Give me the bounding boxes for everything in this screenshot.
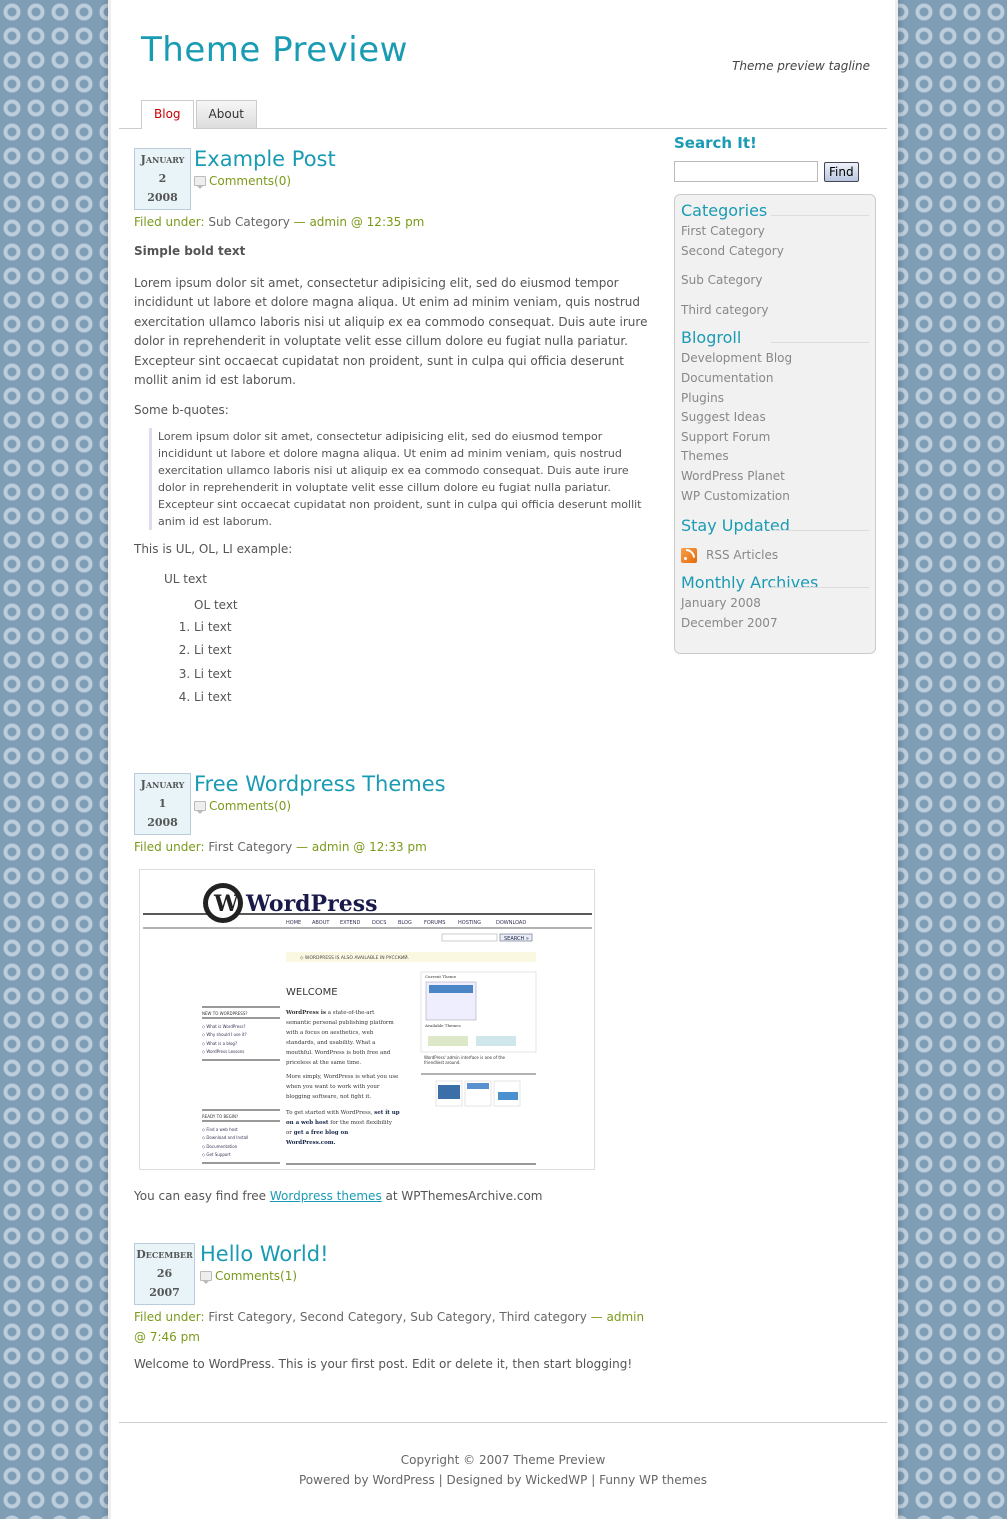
funny-wp-themes-link[interactable]: Funny WP themes: [599, 1473, 707, 1487]
comment-bubble-icon: [194, 801, 206, 811]
comments-link[interactable]: [200, 1269, 329, 1283]
comments-label: Comments(0): [209, 174, 292, 188]
rss-link[interactable]: [681, 547, 869, 563]
copyright-text: Copyright © 2007 Theme Preview: [400, 1453, 606, 1467]
svg-text:on a web host for the most fle: on a web host for the most flexibility: [286, 1120, 392, 1126]
sidebar: [674, 134, 876, 654]
blogroll-heading: Blogroll: [681, 328, 869, 349]
svg-text:DOCS: DOCS: [372, 920, 387, 926]
svg-text:Available Themes: Available Themes: [425, 1023, 461, 1028]
date-month: December: [136, 1248, 193, 1261]
svg-text:◇ Documentation: ◇ Documentation: [202, 1144, 238, 1149]
date-month: January: [140, 778, 185, 791]
svg-text:DOWNLOAD: DOWNLOAD: [496, 920, 527, 926]
category-links[interactable]: First Category, Second Category, Sub Category, Third category: [208, 1310, 587, 1324]
post-meta: [134, 1307, 654, 1347]
blogroll-documentation[interactable]: Documentation: [681, 370, 774, 385]
svg-text:◇ What is WordPress?: ◇ What is WordPress?: [202, 1024, 246, 1029]
category-link[interactable]: Sub Category: [208, 215, 290, 229]
rss-icon: [681, 548, 697, 563]
svg-text:◇ What is a blog?: ◇ What is a blog?: [202, 1041, 238, 1046]
site-tagline: Theme preview tagline: [732, 59, 870, 73]
date-day: 26: [156, 1267, 173, 1280]
text-before-link: You can easy find free: [134, 1189, 270, 1203]
search-title: Search It!: [674, 134, 757, 152]
svg-text:standards, and usability. What: standards, and usability. What a: [286, 1040, 376, 1046]
date-year: 2008: [147, 816, 178, 829]
post-paragraph: Welcome to WordPress. This is your first post. Edit or delete it, then start blogging!: [134, 1357, 633, 1371]
ordered-list: [194, 616, 654, 710]
category-first[interactable]: First Category: [681, 224, 765, 238]
archive-january-2008[interactable]: January 2008: [681, 596, 761, 611]
text-after-link: at WPThemesArchive.com: [381, 1189, 543, 1203]
date-month: January: [140, 153, 185, 166]
wordpress-screenshot-image: [139, 869, 595, 1170]
post-example: [134, 148, 654, 710]
comment-bubble-icon: [194, 176, 206, 186]
main-nav: [141, 100, 257, 129]
ol-text: OL text: [194, 597, 238, 612]
comments-label: Comments(0): [209, 799, 292, 813]
date-day: 1: [158, 797, 167, 810]
page-container: [108, 0, 898, 1519]
footer-separator: |: [587, 1473, 600, 1487]
comments-link[interactable]: [194, 799, 446, 813]
post-title[interactable]: Hello World!: [200, 1242, 329, 1266]
powered-by-link[interactable]: Powered by WordPress: [299, 1473, 435, 1487]
svg-text:◇ WordPress Lessons: ◇ WordPress Lessons: [202, 1049, 245, 1054]
svg-text:WordPress: WordPress: [246, 891, 378, 917]
filed-label: Filed under:: [134, 215, 205, 229]
post-byline: — admin @ 12:33 pm: [296, 840, 427, 854]
footer-links: [111, 1470, 895, 1490]
date-year: 2008: [147, 191, 178, 204]
date-badge: [134, 773, 191, 835]
svg-text:EXTEND: EXTEND: [340, 920, 361, 926]
rss-label: RSS Articles: [706, 548, 779, 563]
ul-text: UL text: [164, 571, 207, 586]
svg-text:WELCOME: WELCOME: [286, 987, 338, 998]
post-meta: [134, 837, 654, 857]
date-day: 2: [158, 172, 167, 185]
filed-label: Filed under:: [134, 1310, 205, 1324]
svg-text:NEW TO WORDPRESS?: NEW TO WORDPRESS?: [202, 1011, 248, 1016]
wordpress-themes-link[interactable]: Wordpress themes: [269, 1189, 382, 1203]
svg-text:SEARCH »: SEARCH »: [504, 936, 529, 942]
svg-text:WordPress.com.: WordPress.com.: [286, 1140, 336, 1146]
post-paragraph: [134, 1187, 654, 1207]
svg-text:with a focus on aesthetics, we: with a focus on aesthetics, web: [286, 1030, 374, 1036]
stay-updated-heading: Stay Updated: [681, 516, 869, 537]
comment-bubble-icon: [200, 1271, 212, 1281]
date-badge: [134, 1243, 195, 1305]
svg-text:To get started with WordPress,: To get started with WordPress, set it up: [286, 1110, 400, 1116]
post-free-themes: [134, 773, 654, 1207]
svg-text:◇ WORDPRESS IS ALSO AVAILABLE: ◇ WORDPRESS IS ALSO AVAILABLE IN РУССКИЙ.: [300, 956, 410, 961]
post-title[interactable]: Example Post: [194, 147, 336, 171]
svg-text:FORUMS: FORUMS: [424, 920, 446, 926]
archives-heading: Monthly Archives: [681, 573, 869, 594]
post-hello-world: [134, 1243, 654, 1375]
blogroll-support-forum[interactable]: Support Forum: [681, 429, 771, 444]
blogroll-development-blog[interactable]: Development Blog: [681, 351, 793, 366]
svg-text:ABOUT: ABOUT: [312, 920, 330, 926]
date-year: 2007: [149, 1286, 180, 1299]
svg-text:semantic personal publishing p: semantic personal publishing platform: [286, 1020, 394, 1026]
svg-text:when you want to work with you: when you want to work with your: [286, 1084, 380, 1090]
svg-text:WordPress' admin interface is: WordPress' admin interface is one of the: [424, 1055, 505, 1060]
svg-text:HOME: HOME: [286, 920, 302, 926]
svg-text:W: W: [214, 891, 239, 917]
tab-blog[interactable]: Blog: [141, 100, 194, 129]
blockquote: Lorem ipsum dolor sit amet, consectetur adipisicing elit, sed do eiusmod tempor incididunt ut labore et dolore magna aliqua. Ut enim ad minim veniam, quis nostrud exercitation ullamco laboris nisi ut aliquip ex ea commodo consequat. Duis aute irure dolor in reprehenderit in voluptate velit esse cillum dolore eu fugiat nulla pariatur. Excepteur sint occaecat cupidatat non proident, sunt in culpa qui officia deserunt mollit anim id est laborum.: [149, 428, 654, 530]
list-item: 1. Li text: [194, 616, 654, 640]
svg-text:BLOG: BLOG: [398, 920, 412, 926]
category-sub[interactable]: Sub Category: [681, 273, 763, 288]
blogroll-wordpress-planet[interactable]: WordPress Planet: [681, 468, 785, 483]
svg-text:blogging software, not fight i: blogging software, not fight it.: [286, 1094, 372, 1100]
designed-by-link[interactable]: Designed by WickedWP: [446, 1473, 588, 1487]
svg-text:More simply, WordPress is what: More simply, WordPress is what you use: [286, 1074, 399, 1080]
search-input[interactable]: [674, 161, 818, 182]
category-third[interactable]: Third category: [681, 302, 769, 317]
list-item: 4. Li text: [194, 686, 654, 710]
categories-heading: Categories: [681, 201, 869, 222]
list-intro: This is UL, OL, LI example:: [134, 542, 293, 556]
footer-separator: |: [434, 1473, 447, 1487]
nav-divider: [119, 128, 887, 129]
tab-about[interactable]: About: [196, 100, 257, 129]
post-byline: — admin @ 7:46 pm: [134, 1310, 645, 1344]
post-meta: [134, 212, 654, 232]
sidebar-widgets: [674, 194, 876, 654]
comments-label: Comments(1): [215, 1269, 298, 1283]
footer: [111, 1450, 895, 1490]
svg-text:◇ Find a web host: ◇ Find a web host: [202, 1127, 238, 1132]
post-paragraph: Lorem ipsum dolor sit amet, consectetur adipisicing elit, sed do eiusmod tempor incididunt ut labore et dolore magna aliqua. Ut enim ad minim veniam, quis nostrud exercitation ullamco laboris nisi ut aliquip ex ea commodo consequat. Duis aute irure dolor in reprehenderit in voluptate velit esse cillum dolore eu fugiat nulla pariatur. Excepteur sint occaecat cupidatat non proident, sunt in culpa qui officia deserunt mollit anim id est laborum.: [134, 275, 648, 387]
blogroll-themes[interactable]: Themes: [681, 449, 729, 464]
blogroll-plugins[interactable]: Plugins: [681, 390, 724, 405]
svg-text:◇ Why should I use it?: ◇ Why should I use it?: [202, 1032, 247, 1037]
list-item: 2. Li text: [194, 639, 654, 663]
category-link[interactable]: First Category: [208, 840, 293, 854]
bold-text: Simple bold text: [134, 244, 246, 258]
filed-label: Filed under:: [134, 840, 205, 854]
site-title[interactable]: Theme Preview: [141, 30, 408, 70]
find-button[interactable]: Find: [824, 162, 859, 182]
category-second[interactable]: Second Category: [681, 243, 784, 258]
svg-text:priceless at the same time.: priceless at the same time.: [286, 1060, 362, 1066]
search-form: [674, 161, 876, 182]
svg-text:◇ Download and Install: ◇ Download and Install: [202, 1135, 249, 1140]
list-item: 3. Li text: [194, 663, 654, 687]
svg-text:friendliest around.: friendliest around.: [424, 1060, 461, 1065]
svg-text:or get a free blog on: or get a free blog on: [286, 1130, 349, 1136]
blogroll-suggest-ideas[interactable]: Suggest Ideas: [681, 410, 766, 425]
svg-text:Current Theme: Current Theme: [425, 974, 457, 979]
svg-text:mouthful. WordPress is both fr: mouthful. WordPress is both free and: [286, 1050, 391, 1056]
archive-december-2007[interactable]: December 2007: [681, 615, 778, 630]
svg-text:◇ Get Support: ◇ Get Support: [202, 1152, 231, 1157]
svg-text:READY TO BEGIN?: READY TO BEGIN?: [202, 1114, 239, 1119]
svg-text:WordPress is a state-of-the-ar: WordPress is a state-of-the-art: [286, 1010, 375, 1016]
comments-link[interactable]: [194, 174, 336, 188]
footer-divider: [119, 1422, 887, 1423]
post-byline: — admin @ 12:35 pm: [293, 215, 425, 229]
post-title[interactable]: Free Wordpress Themes: [194, 772, 446, 796]
blogroll-wp-customization[interactable]: WP Customization: [681, 488, 790, 503]
bquote-intro: Some b-quotes:: [134, 402, 229, 417]
content-column: [134, 147, 654, 1371]
date-badge: [134, 148, 191, 210]
svg-text:HOSTING: HOSTING: [458, 920, 482, 926]
